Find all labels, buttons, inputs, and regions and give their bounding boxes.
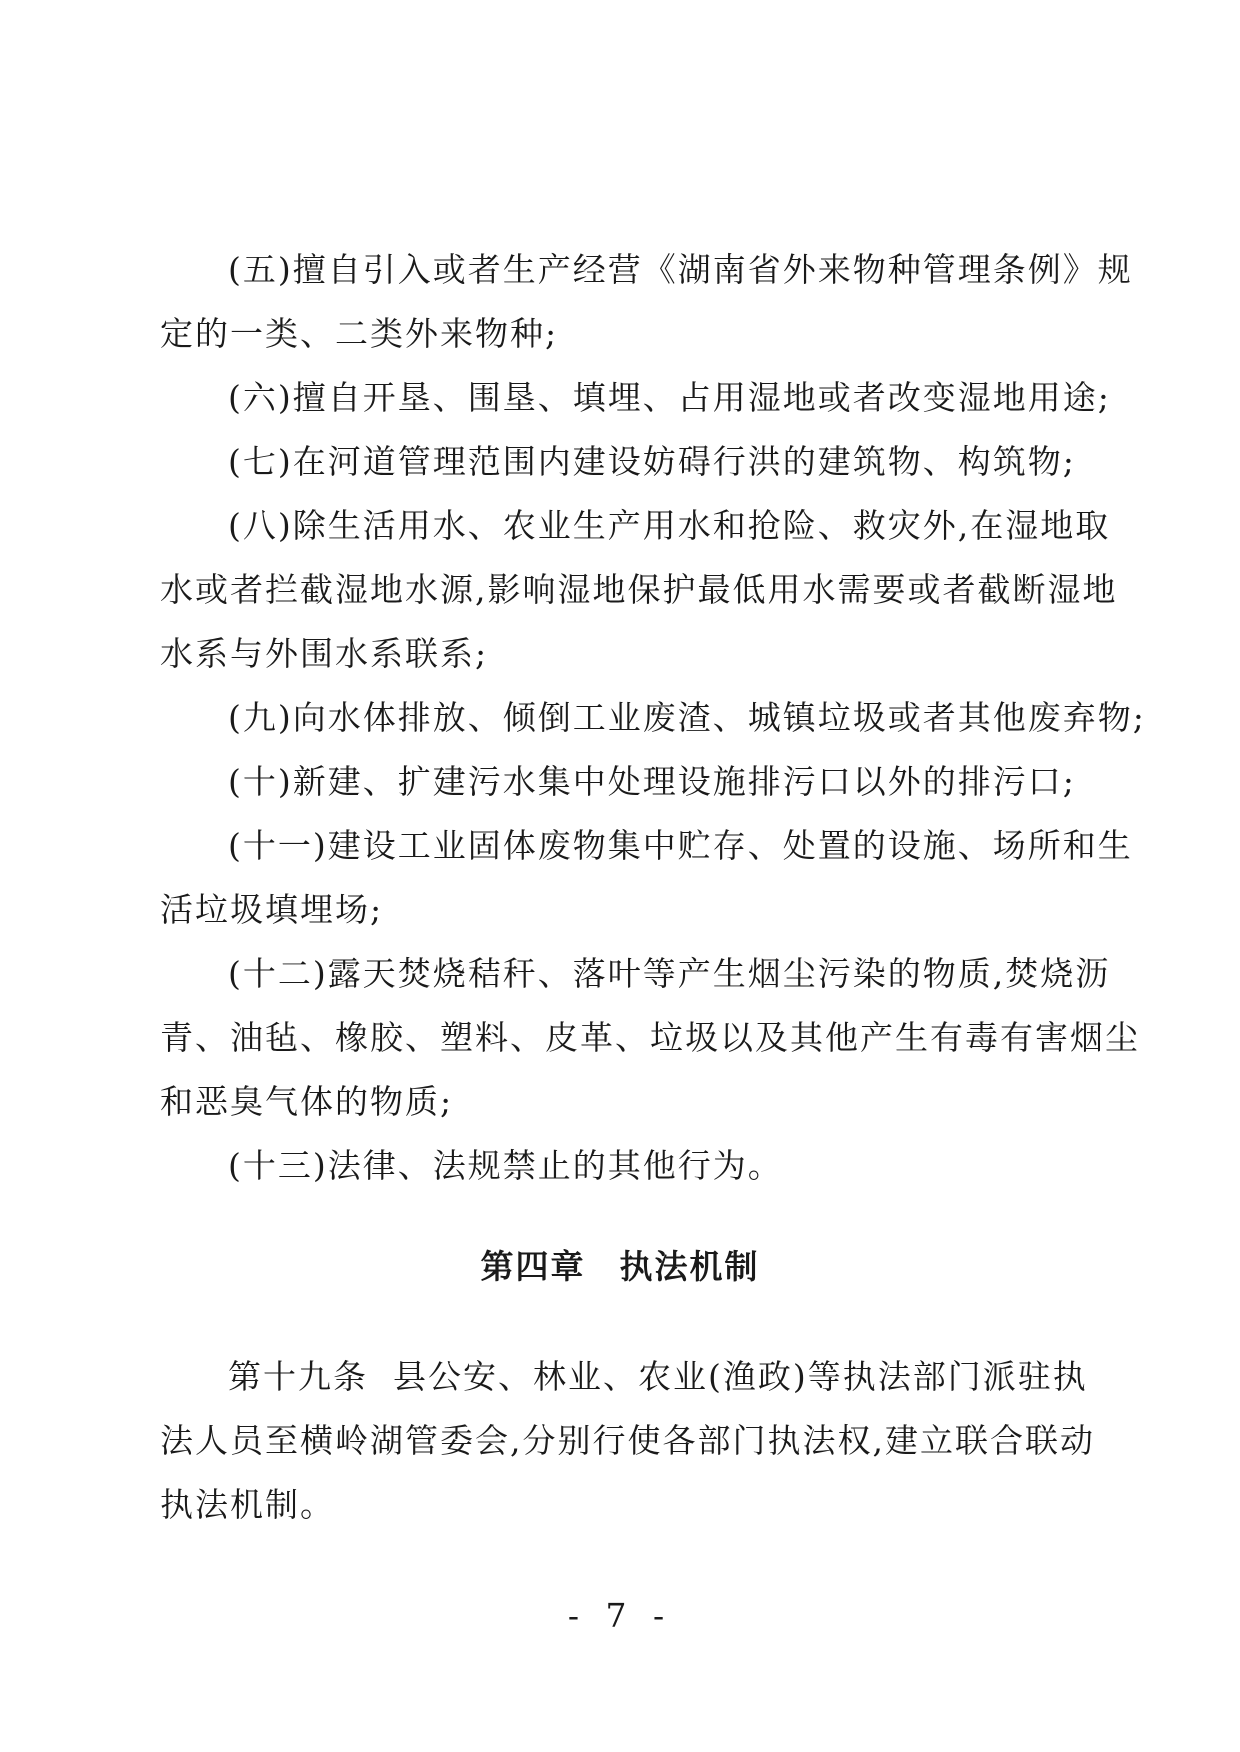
article-19-line-1: 第十九条 县公安、林业、农业(渔政)等执法部门派驻执 — [228, 1357, 1088, 1396]
list-item-12-line-3: 和恶臭气体的物质; — [160, 1082, 454, 1121]
chapter-number: 第四章 — [480, 1247, 586, 1286]
list-item-12-line-1: (十二)露天焚烧秸秆、落叶等产生烟尘污染的物质,焚烧沥 — [228, 954, 1111, 993]
list-item-5-line-1: (五)擅自引入或者生产经营《湖南省外来物种管理条例》规 — [228, 250, 1133, 289]
article-19-line-3: 执法机制。 — [160, 1485, 335, 1524]
page-number: - 7 - — [567, 1596, 673, 1635]
list-item-10: (十)新建、扩建污水集中处理设施排污口以外的排污口; — [228, 762, 1076, 801]
list-item-5-line-2: 定的一类、二类外来物种; — [160, 314, 559, 353]
list-item-11-line-1: (十一)建设工业固体废物集中贮存、处置的设施、场所和生 — [228, 826, 1133, 865]
chapter-title: 执法机制 — [619, 1247, 760, 1286]
list-item-8-line-2: 水或者拦截湿地水源,影响湿地保护最低用水需要或者截断湿地 — [160, 570, 1118, 609]
list-item-12-line-2: 青、油毡、橡胶、塑料、皮革、垃圾以及其他产生有毒有害烟尘 — [160, 1018, 1140, 1057]
article-19-line-2: 法人员至横岭湖管委会,分别行使各部门执法权,建立联合联动 — [160, 1421, 1095, 1460]
list-item-8-line-3: 水系与外围水系联系; — [160, 634, 489, 673]
list-item-6: (六)擅自开垦、围垦、填埋、占用湿地或者改变湿地用途; — [228, 378, 1111, 417]
list-item-11-line-2: 活垃圾填埋场; — [160, 890, 384, 929]
list-item-7: (七)在河道管理范围内建设妨碍行洪的建筑物、构筑物; — [228, 442, 1076, 481]
list-item-13: (十三)法律、法规禁止的其他行为。 — [228, 1146, 783, 1185]
chapter-heading — [0, 1235, 1240, 1299]
list-item-9: (九)向水体排放、倾倒工业废渣、城镇垃圾或者其他废弃物; — [228, 698, 1146, 737]
list-item-8-line-1: (八)除生活用水、农业生产用水和抢险、救灾外,在湿地取 — [228, 506, 1111, 545]
